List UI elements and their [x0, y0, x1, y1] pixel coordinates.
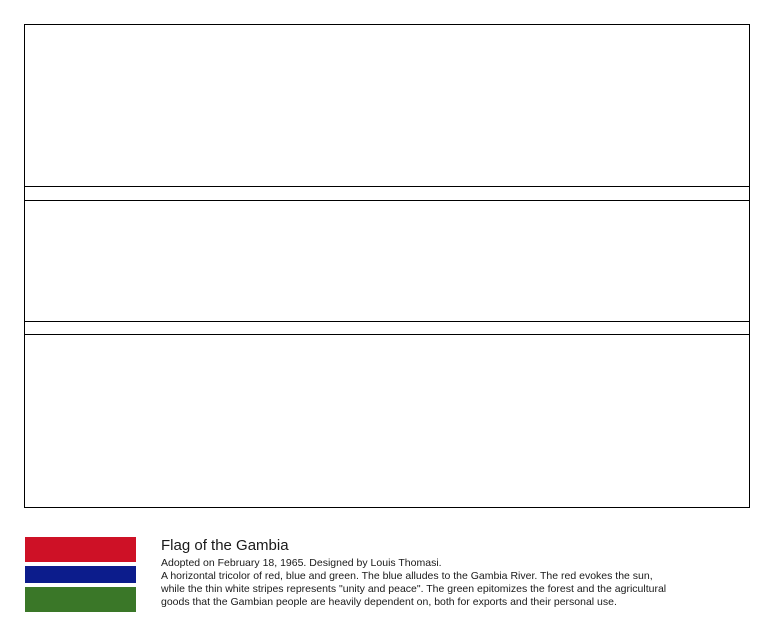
reference-flag-green-stripe: [25, 587, 136, 612]
outline-red-stripe-bottom-edge: [25, 186, 749, 187]
caption-adopted: Adopted on February 18, 1965. Designed by Louis Thomasi.: [161, 557, 442, 569]
outline-blue-stripe-bottom-edge: [25, 321, 749, 322]
caption-description-line: goods that the Gambian people are heavily dependent on, both for exports and their personal use.: [161, 596, 617, 608]
caption-description-line: A horizontal tricolor of red, blue and green. The blue alludes to the Gambia River. The red evokes the sun,: [161, 570, 653, 582]
reference-flag: [25, 537, 136, 612]
flag-caption: [161, 537, 751, 609]
outline-green-stripe-top-edge: [25, 334, 749, 335]
caption-title: Flag of the Gambia: [161, 537, 289, 554]
reference-flag-blue-stripe: [25, 566, 136, 583]
outline-blue-stripe-top-edge: [25, 200, 749, 201]
caption-description-line: while the thin white stripes represents "unity and peace". The green epitomizes the forest and the agricultural: [161, 583, 667, 595]
coloring-flag-outline: [24, 24, 750, 508]
reference-flag-red-stripe: [25, 537, 136, 562]
caption-description: [161, 570, 751, 609]
